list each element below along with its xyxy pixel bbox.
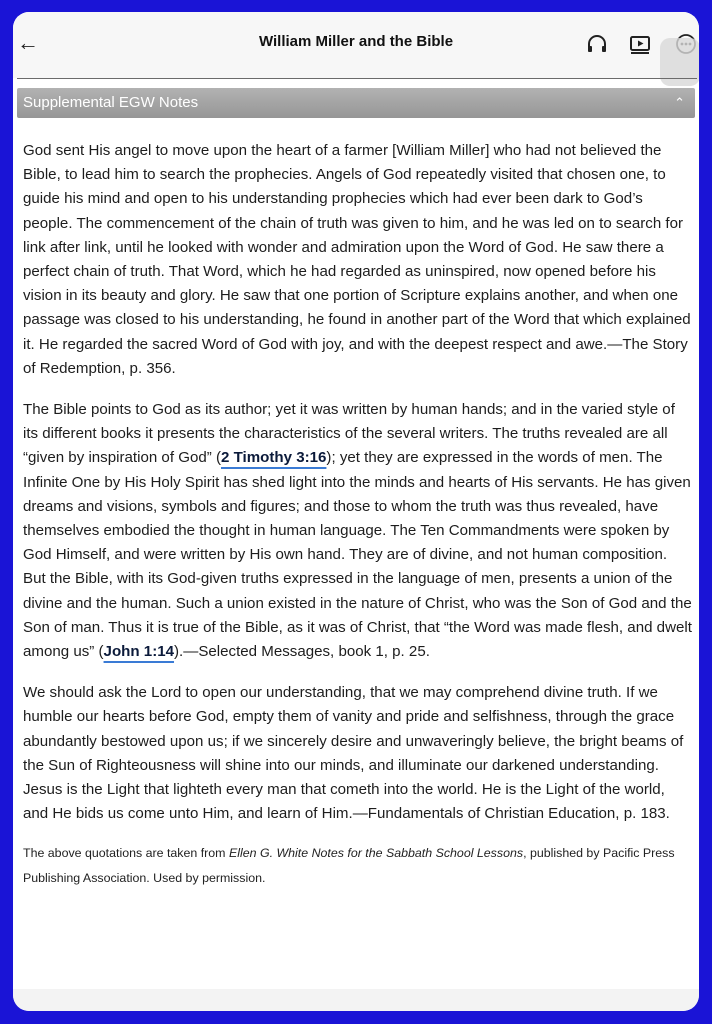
paragraph-text: ).—Selected Messages, book 1, p. 25. xyxy=(174,643,430,661)
section-title: Supplemental EGW Notes xyxy=(23,94,199,111)
footnote xyxy=(23,841,693,891)
paragraph-text: ); yet they are expressed in the words of men. The Infinite One by His Holy Spirit has shed light into the minds and hearts of His servants. He has given dreams and visions, symbols and figures; and those to whom the truth was thus revealed, have themselves embodied the thought in human language. The Ten Commandments were spoken by God Himself, and were written by His own hand. They are of divine, and not human composition. But the Bible, with its God-given truths expressed in the language of men, presents a union of the divine and the human. Such a union existed in the nature of Christ, who was the Son of God and the Son of man. Thus it is true of the Bible, as it was of Christ, that “the Word was made flesh, and dwelt among us” ( xyxy=(23,449,692,661)
play-video-icon[interactable] xyxy=(628,32,652,56)
headphones-icon[interactable] xyxy=(585,32,609,56)
scripture-link[interactable]: John 1:14 xyxy=(103,643,175,661)
paragraph: We should ask the Lord to open our understanding, that we may comprehend divine truth. If we humble our hearts before God, empty them of vanity and pride and selfishness, through the grace abundantly bestowed upon us; if we sincerely desire and unwaveringly believe, the bright beams of the Sun of Righteousness will shine into our minds, and illuminate our darkened understanding. Jesus is the Light that lighteth every man that cometh into the world. He is the Light of the world, and He bids us come unto Him, and learn of Him.—Fundamentals of Christian Education, p. 183. xyxy=(23,684,684,823)
top-bar xyxy=(13,12,699,78)
notes-content xyxy=(23,139,693,891)
app-window xyxy=(13,12,699,1011)
footnote-title: Ellen G. White Notes for the Sabbath School Lessons xyxy=(228,846,524,861)
paragraph xyxy=(23,398,693,664)
arrow-left-icon[interactable]: ← xyxy=(17,30,39,55)
section-header[interactable] xyxy=(17,88,695,118)
page-title: William Miller and the Bible xyxy=(258,33,454,50)
footnote-text: The above quotations are taken from xyxy=(23,846,229,861)
chevron-up-icon[interactable]: ⌃ xyxy=(674,95,685,110)
paragraph: God sent His angel to move upon the heart of a farmer [William Miller] who had not believed the Bible, to lead him to search the prophecies. Angels of God repeatedly visited that chosen one, to guide his mind and open to his understanding prophecies which had ever been dark to God’s people. The commencement of the chain of truth was given to him, and he was led on to search for link after link, until he looked with wonder and admiration upon the Word of God. He saw there a perfect chain of truth. That Word, which he had regarded as uninspired, now opened before his vision in its beauty and glory. He saw that one portion of Scripture explains another, and when one passage was closed to his understanding, he found in another part of the Word that which explained it. He regarded the sacred Word of God with joy, and with the deepest respect and awe.—The Story of Redemption, p. 356. xyxy=(23,142,691,377)
paragraph-text: The Bible points to God as its author; yet it was written by human hands; and in the varied style of its different books it presents the characteristics of the several writers. The truths revealed are all “given by inspiration of God” ( xyxy=(23,401,675,467)
divider xyxy=(17,78,697,79)
scripture-link[interactable]: 2 Timothy 3:16 xyxy=(221,449,327,467)
footnote-text: , published by Pacific Press Publishing Association. Used by permission. xyxy=(23,846,675,886)
bottom-area xyxy=(13,989,699,1011)
